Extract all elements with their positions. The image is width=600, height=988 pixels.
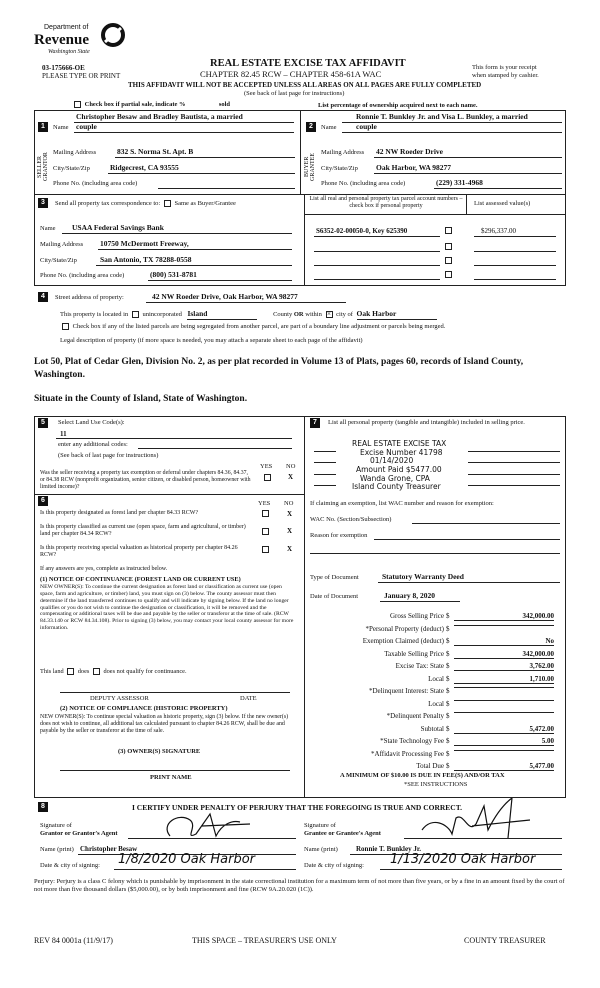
fee-dollar-sign: $ — [446, 687, 450, 695]
buyer-name-line1[interactable]: Ronnie T. Bunkley Jr. and Visa L. Bunkley, a married — [356, 112, 528, 121]
print-name-label: PRINT NAME — [150, 774, 192, 781]
grantor-name[interactable]: Christopher Besaw — [80, 845, 138, 853]
reason-label: Reason for exemption — [310, 532, 368, 539]
buyer-mailing-label: Mailing Address — [321, 149, 365, 156]
fee-label: *Personal Property (deduct) — [365, 624, 444, 633]
assessed-value[interactable]: $296,337.00 — [481, 227, 516, 235]
fee-dollar-sign: $ — [446, 649, 450, 658]
grantee-name[interactable]: Ronnie T. Bunkley Jr. — [356, 845, 422, 853]
dor-logo — [34, 24, 129, 62]
legal-situate[interactable]: Situate in the County of Island, State of Washington. — [34, 394, 248, 404]
grantee-date-city[interactable]: 1/13/2020 Oak Harbor — [390, 852, 536, 867]
seller-phone-label: Phone No. (including area code) — [53, 180, 138, 187]
current-use-question: Is this property classified as current use (open space, farm and agricultural, or timber) land per chapter 84.34 RCW? — [40, 524, 246, 538]
fee-value[interactable]: 1,710.00 — [454, 675, 554, 684]
land-use-yes: YES — [260, 463, 273, 470]
footer-treasurer: COUNTY TREASURER — [464, 936, 546, 945]
historic-question: Is this property receiving special valuation as historical property per chapter 84.26 RCW? — [40, 545, 238, 559]
doc-date-label: Date of Document — [310, 593, 359, 600]
corr-phone[interactable]: (800) 531-8781 — [150, 270, 197, 279]
parcel-personal-checkbox-1[interactable] — [445, 227, 452, 234]
see-back: (See back of last page for instructions) — [244, 90, 345, 97]
dept-line1: Department of — [44, 24, 89, 31]
receipt-note2: when stamped by cashier. — [472, 72, 539, 79]
segregation-row: Check box if any of the listed parcels are being segregated from another parcel, are part of a boundary line adjustment or parcels being merged. — [60, 323, 445, 330]
ownership-note: List percentage of ownership acquired next to each name. — [318, 102, 478, 109]
parties-divider — [300, 110, 301, 194]
fee-dollar-sign: $ — [446, 662, 450, 670]
deputy-assessor: DEPUTY ASSESSOR — [90, 695, 149, 702]
stamp-line-5: Wanda Grone, CPA — [360, 473, 430, 483]
parties-hline — [34, 194, 566, 195]
certify-statement: I CERTIFY UNDER PENALTY OF PERJURY THAT THE FOREGOING IS TRUE AND CORRECT. — [132, 803, 463, 812]
lower-divider — [304, 416, 305, 798]
excise-stamp — [320, 440, 560, 492]
seller-name-line2[interactable]: couple — [76, 122, 97, 131]
buyer-phone-label: Phone No. (including area code) — [321, 180, 406, 187]
form-chapter: CHAPTER 82.45 RCW – CHAPTER 458-61A WAC — [200, 69, 382, 79]
stamp-line-2: Excise Number 41798 — [360, 447, 443, 457]
grantor-sig-label2: Grantor or Grantor's Agent — [40, 830, 118, 837]
fee-label: Subtotal — [420, 724, 444, 733]
receipt-note1: This form is your receipt — [472, 64, 537, 71]
current-use-no-answer[interactable]: X — [287, 527, 293, 535]
notice1-title: (1) NOTICE OF CONTINUANCE (FOREST LAND OR CURRENT USE) — [40, 576, 241, 583]
land-qualify-row: This land does does not qualify for continuance. — [40, 668, 187, 675]
notice2-text: NEW OWNER(S): To continue special valuation as historic property, sign (3) below. If the new owner(s) does not wish to continue, all additional tax calculated pursuant to chapter 84.26 RCW, shall be due and payable by the seller or transferor at the time of sale. — [40, 714, 289, 735]
partial-sale: Check box if partial sale, indicate % sold — [72, 101, 230, 108]
fee-label: Local — [428, 674, 444, 683]
buyer-mailing[interactable]: 42 NW Roeder Drive — [376, 147, 444, 156]
corr-city[interactable]: San Antonio, TX 78288-0558 — [100, 255, 192, 264]
assessed-column-divider — [466, 194, 467, 214]
corr-name[interactable]: USAA Federal Savings Bank — [72, 223, 164, 232]
fee-label: Gross Selling Price — [389, 612, 444, 620]
property-street[interactable]: 42 NW Roeder Drive, Oak Harbor, WA 98277 — [152, 292, 298, 301]
seller-vertical-label: SELLER GRANTOR — [37, 152, 49, 182]
section-3-number: 3 — [38, 198, 48, 208]
grantee-sig-label1: Signature of — [304, 822, 336, 829]
city-value[interactable]: Oak Harbor — [357, 310, 437, 320]
fee-value[interactable]: 5.00 — [454, 737, 554, 746]
grantor-name-label: Name (print) — [40, 846, 74, 853]
parcel-number[interactable]: S6352-02-00050-0, Key 625390 — [316, 227, 408, 235]
fee-label: Taxable Selling Price — [384, 649, 444, 658]
same-as-buyer-checkbox[interactable] — [164, 200, 171, 207]
land-use-code[interactable]: 11 — [60, 430, 67, 438]
wac-label: WAC No. (Section/Subsection) — [310, 516, 392, 523]
footer-rev: REV 84 0001a (11/9/17) — [34, 936, 113, 945]
fee-value[interactable] — [454, 750, 554, 751]
additional-codes-label: enter any additional codes: — [58, 441, 128, 448]
grantee-sig-label2: Grantee or Grantee's Agent — [304, 830, 381, 837]
fee-label: Exemption Claimed (deduct) — [362, 637, 444, 645]
fee-label: Local — [428, 699, 444, 708]
stamp-line-4: Amount Paid $5477.00 — [356, 464, 442, 474]
perjury-note: Perjury: Perjury is a class C felony which is punishable by imprisonment in the state correctional institution for a maximum term of not more than five years, or by a fine in an amount fixed by the court of not more than five thousand dollars ($5,000.00), or by both imprisonment and fine (RCW 9A.20.020 (1C)). — [34, 878, 565, 894]
grantor-date-label: Date & city of signing: — [40, 862, 100, 869]
exemption-question: Was the seller receiving a property tax exemption or deferral under chapters 84.36, 84.37, or 84.38 RCW (nonprofit organization, senior citizen, or disabled person, homeowner with limited income)? — [40, 470, 251, 490]
footer-space: THIS SPACE – TREASURER'S USE ONLY — [192, 936, 337, 945]
fee-value[interactable] — [454, 712, 554, 713]
corr-name-label: Name — [40, 225, 56, 232]
partial-sale-checkbox[interactable] — [74, 101, 81, 108]
seller-name-line1[interactable]: Christopher Besaw and Bradley Bautista, a married — [76, 112, 243, 121]
stamp-line-3: 01/14/2020 — [370, 456, 414, 466]
assessor-date: DATE — [240, 695, 257, 702]
buyer-vertical-label: BUYER GRANTEE — [304, 153, 316, 181]
within-city-checkbox[interactable]: × — [327, 310, 331, 319]
stamp-line-1: REAL ESTATE EXCISE TAX — [352, 439, 447, 448]
section-8-number: 8 — [38, 802, 48, 812]
fee-value[interactable] — [454, 625, 554, 626]
fee-value[interactable]: 5,472.00 — [454, 725, 554, 734]
notice2-title: (2) NOTICE OF COMPLIANCE (HISTORIC PROPERTY) — [60, 705, 228, 712]
parcel-personal-checkbox-2[interactable] — [445, 243, 452, 250]
fee-label: *Affidavit Processing Fee — [371, 749, 444, 758]
buyer-name-line2[interactable]: couple — [356, 122, 377, 131]
located-row: This property is located in unincorporated Island County OR within × city of Oak Harbor — [60, 310, 437, 320]
fee-dollar-sign: $ — [446, 749, 450, 758]
form-title: REAL ESTATE EXCISE TAX AFFIDAVIT — [210, 58, 406, 69]
historic-no-answer[interactable]: X — [287, 545, 293, 553]
current-use-yes-checkbox[interactable] — [262, 528, 269, 535]
buyer-city-label: City/State/Zip — [321, 165, 358, 172]
section-5-number: 5 — [38, 418, 48, 428]
legal-label: Legal description of property (if more space is needed, you may attach a separate sheet to each page of the affidavit) — [60, 337, 363, 344]
fee-value[interactable] — [454, 700, 554, 701]
fee-value[interactable] — [454, 687, 554, 688]
seller-mailing[interactable]: 832 S. Norma St. Apt. B — [117, 147, 194, 156]
s6-yes: YES — [258, 500, 271, 507]
fee-label: Total Due — [416, 762, 444, 770]
parcel-personal-checkbox-3[interactable] — [445, 257, 452, 264]
historic-yes-checkbox[interactable] — [262, 546, 269, 553]
grantee-signature-icon — [412, 794, 542, 842]
exemption-label: If claiming an exemption, list WAC number and reason for exemption: — [310, 500, 494, 507]
form-code: 03-175666-OE — [42, 64, 85, 72]
fee-dollar-sign: $ — [446, 724, 450, 733]
doc-date[interactable]: January 8, 2020 — [384, 591, 436, 600]
notice1-text: NEW OWNER(S): To continue the current designation as forest land or classification as current use (open space, farm and agriculture, or timber) land, you must sign on (3) below. The county assessor must then determine if the land transferred continues to qualify and will indicate by signing below. If the land no longer qualifies or you do not wish to continue the designation or classification, it will be removed and the compensating or additional taxes will be due and payable by the seller or transferor at the time of sale. (RCW 84.33.140 or RCW 84.34.108). Prior to signing (3) below, you may contact your local county assessor for more information. — [40, 584, 294, 632]
corr-city-label: City/State/Zip — [40, 257, 77, 264]
corr-mailing[interactable]: 10750 McDermott Freeway, — [100, 239, 189, 248]
grantor-sig-label1: Signature of — [40, 822, 72, 829]
corr-mailing-label: Mailing Address — [40, 241, 84, 248]
seller-mailing-label: Mailing Address — [53, 149, 97, 156]
land-use-see-back: (See back of last page for instructions) — [58, 452, 159, 459]
type-print: PLEASE TYPE OR PRINT — [42, 72, 121, 80]
fee-dollar-sign: $ — [446, 637, 450, 645]
seller-city-label: City/State/Zip — [53, 165, 90, 172]
minimum-note: A MINIMUM OF $10.00 IS DUE IN FEE(S) AND/OR TAX — [340, 772, 505, 779]
buyer-name-label: Name — [321, 124, 337, 131]
s6-no: NO — [284, 500, 294, 507]
fee-label: *State Technology Fee — [380, 737, 444, 745]
land-use-label: Select Land Use Code(s): — [58, 419, 125, 426]
seller-name-label: Name — [53, 124, 69, 131]
fee-value[interactable]: 3,762.00 — [454, 662, 554, 671]
correspondence-label: Send all property tax correspondence to: Same as Buyer/Grantee — [55, 200, 236, 207]
does-not-qualify-checkbox[interactable] — [93, 668, 100, 675]
exemption-yes-checkbox[interactable] — [264, 474, 271, 481]
legal-description[interactable]: Lot 50, Plat of Cedar Glen, Division No. 2, as per plat recorded in Volume 13 of Plats, pages 60, records of Island County, Washington. — [34, 357, 524, 380]
grantee-date-label: Date & city of signing: — [304, 862, 364, 869]
county-value[interactable]: Island — [187, 310, 257, 320]
forest-no-answer[interactable]: X — [287, 510, 293, 518]
grantor-date-city[interactable]: 1/8/2020 Oak Harbor — [118, 852, 256, 867]
form-warning: THIS AFFIDAVIT WILL NOT BE ACCEPTED UNLESS ALL AREAS ON ALL PAGES ARE FULLY COMPLETED — [128, 81, 482, 89]
seller-city[interactable]: Ridgecrest, CA 93555 — [110, 163, 179, 172]
fee-dollar-sign: $ — [446, 612, 450, 620]
street-label: Street address of property: — [55, 294, 124, 301]
stamp-line-6: Island County Treasurer — [352, 482, 441, 492]
section-4-number: 4 — [38, 292, 48, 302]
parcel-header: List all real and personal property tax parcel account numbers – check box if personal property — [309, 196, 463, 210]
land-use-no: NO — [286, 463, 296, 470]
dept-line3: Washington State — [48, 49, 90, 55]
parcel-personal-checkbox-4[interactable] — [445, 271, 452, 278]
segregation-checkbox[interactable] — [62, 323, 69, 330]
fee-dollar-sign: $ — [446, 674, 450, 683]
fee-value[interactable]: No — [454, 637, 554, 646]
fee-value[interactable]: 5,477.00 — [454, 762, 554, 771]
fee-dollar-sign: $ — [446, 624, 450, 633]
parcel-column-divider — [304, 194, 305, 286]
fee-value[interactable]: 342,000.00 — [454, 650, 554, 659]
section-6-number: 6 — [38, 496, 48, 506]
fee-value[interactable]: 342,000.00 — [454, 612, 554, 621]
buyer-city[interactable]: Oak Harbor, WA 98277 — [376, 163, 452, 172]
corr-phone-label: Phone No. (including area code) — [40, 272, 125, 279]
dept-logo-text: Revenue — [34, 32, 89, 48]
forest-question: Is this property designated as forest land per chapter 84.33 RCW? — [40, 510, 199, 516]
fee-dollar-sign: $ — [446, 699, 450, 708]
forest-yes-checkbox[interactable] — [262, 510, 269, 517]
does-qualify-checkbox[interactable] — [67, 668, 74, 675]
grantee-name-label: Name (print) — [304, 846, 338, 853]
unincorporated-checkbox[interactable] — [132, 311, 139, 318]
personal-property-label: List all personal property (tangible and intangible) included in selling price. — [328, 419, 525, 426]
fee-label: *Delinquent Interest: State — [368, 687, 444, 695]
if-yes-note: If any answers are yes, complete as instructed below. — [40, 566, 168, 572]
exemption-no-answer[interactable]: X — [288, 473, 294, 481]
owner-signature-label: (3) OWNER(S) SIGNATURE — [118, 748, 201, 755]
see-instructions: *SEE INSTRUCTIONS — [404, 781, 468, 788]
fee-dollar-sign: $ — [446, 737, 450, 745]
dor-swoosh-icon — [100, 22, 126, 48]
section-1-number: 1 — [38, 122, 48, 132]
fee-label: Excise Tax: State — [395, 662, 444, 670]
fee-dollar-sign: $ — [446, 762, 450, 770]
doc-type-label: Type of Document — [310, 574, 359, 581]
fee-dollar-sign: $ — [446, 712, 450, 720]
fee-label: *Delinquent Penalty — [386, 712, 444, 720]
buyer-phone[interactable]: (229) 331-4968 — [436, 178, 483, 187]
doc-type[interactable]: Statutory Warranty Deed — [382, 572, 464, 581]
section-7-number: 7 — [310, 418, 320, 428]
assessed-header: List assessed value(s) — [474, 200, 531, 207]
section-2-number: 2 — [306, 122, 316, 132]
